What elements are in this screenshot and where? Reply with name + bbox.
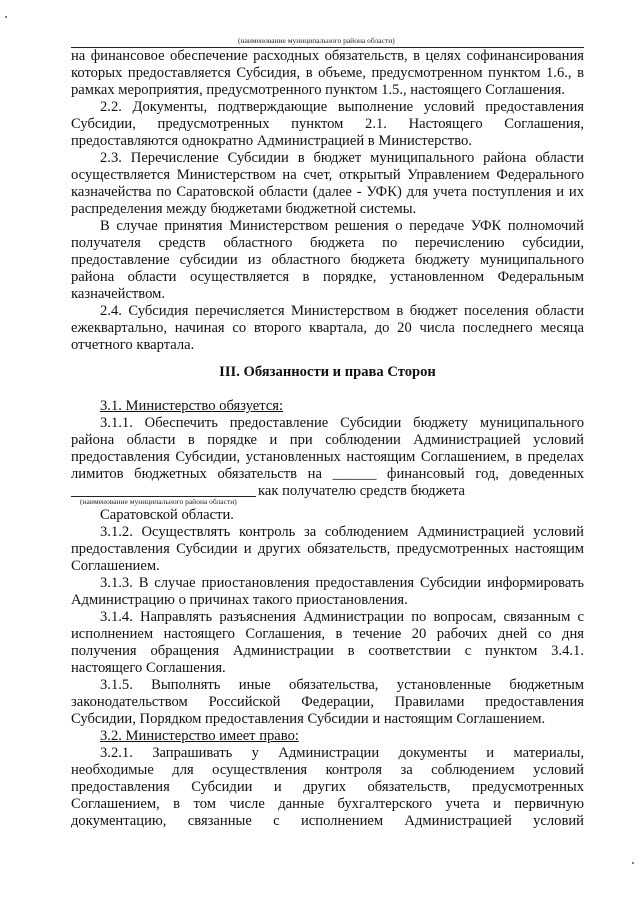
- text-line: предоставления Субсидии, установленных настоящим Соглашением, в пределах: [71, 449, 584, 465]
- text-line: документацию, связанные с исполнением Администрацией условий: [71, 813, 584, 829]
- text-line: отчетного квартала.: [71, 337, 195, 353]
- text-line: 2.2. Документы, подтверждающие выполнение условий предоставления: [100, 99, 584, 115]
- text-line: настоящего Соглашения.: [71, 660, 226, 676]
- text-line: 2.3. Перечисление Субсидии в бюджет муниципального района области: [100, 150, 584, 166]
- text-line: района области осуществляется в порядке, установленном Федеральным: [71, 269, 584, 285]
- section-heading: III. Обязанности и права Сторон: [219, 364, 436, 380]
- subsection-heading: 3.1. Министерство обязуется:: [100, 398, 284, 414]
- text-line: законодательством Российской Федерации, Правилами предоставления: [71, 694, 584, 710]
- text-line: исполнением настоящего Соглашения, в течение 20 рабочих дней со дня: [71, 626, 584, 642]
- text-line: Субсидии, Порядком предоставления Субсидии и настоящим Соглашением.: [71, 711, 546, 727]
- text-line: казначейством.: [71, 286, 165, 302]
- text-line: 3.1.1. Обеспечить предоставление Субсидии бюджету муниципального: [100, 415, 584, 431]
- text-line: 3.1.3. В случае приостановления предоставления Субсидии информировать: [100, 575, 584, 591]
- mid-caption: (наименование муниципального района области): [80, 497, 237, 506]
- text-line: района области в порядке и при соблюдении Администрацией условий: [71, 432, 584, 448]
- text-line: 3.1.4. Направлять разъяснения Администрации по вопросам, связанным с: [100, 609, 584, 625]
- text-line: Администрацию о причинах такого приостановления.: [71, 592, 408, 608]
- text-line: 2.4. Субсидия перечисляется Министерством в бюджет поселения области: [100, 303, 584, 319]
- text-line: 3.1.5. Выполнять иные обязательства, установленные бюджетным: [100, 677, 584, 693]
- text-line: предоставления Субсидии и других обязательств, предусмотренных настоящим: [71, 541, 584, 557]
- text-line: ежеквартально, начиная со второго квартала, до 20 числа последнего месяца: [71, 320, 584, 336]
- text-line: которых предоставляется Субсидия, в объеме, предусмотренном пунктом 1.6., в: [71, 65, 584, 81]
- text-line: на финансовое обеспечение расходных обязательств, в целях софинансирования: [71, 48, 584, 64]
- text-line: осуществляется Министерством на счет, открытый Управлением Федерального: [71, 167, 584, 183]
- text-line: Соглашением, в том числе данные бухгалтерского учета и первичную: [71, 796, 584, 812]
- scan-speck: [5, 16, 7, 18]
- subsection-heading: 3.2. Министерство имеет право:: [100, 728, 299, 744]
- text-line: предоставляются однократно Администрацией в Министерство.: [71, 133, 472, 149]
- text-line: 3.1.2. Осуществлять контроль за соблюдением Администрацией условий: [100, 524, 584, 540]
- top-caption: (наименование муниципального района области): [238, 36, 395, 45]
- text-line: распределения между бюджетами бюджетной системы.: [71, 201, 417, 217]
- text-line: необходимые для осуществления контроля за соблюдением условий: [71, 762, 584, 778]
- text-line: как получателю средств бюджета: [258, 483, 465, 499]
- text-line: Саратовской области.: [100, 507, 234, 523]
- text-line: казначейства по Саратовской области (далее - УФК) для учета поступления и их: [71, 184, 584, 200]
- text-line: Субсидии, предусмотренных пунктом 2.1. Настоящего Соглашения,: [71, 116, 584, 132]
- text-line: получения обращения Администрации в соответствии с пунктом 3.4.1.: [71, 643, 584, 659]
- text-line: рамках мероприятия, предусмотренного пунктом 1.5., настоящего Соглашения.: [71, 82, 565, 98]
- text-line: В случае принятия Министерством решения о передаче УФК полномочий: [100, 218, 584, 234]
- scan-speck: [632, 862, 634, 864]
- text-line: предоставление субсидии из областного бюджета бюджету муниципального: [71, 252, 584, 268]
- text-line: предоставления Субсидии и других обязательств, предусмотренных: [71, 779, 584, 795]
- text-line: Соглашением.: [71, 558, 160, 574]
- text-line: 3.2.1. Запрашивать у Администрации документы и материалы,: [100, 745, 584, 761]
- text-line: получателя средств областного бюджета по перечислению субсидии,: [71, 235, 584, 251]
- text-line: лимитов бюджетных обязательств на ______ финансовый год, доведенных: [71, 466, 584, 482]
